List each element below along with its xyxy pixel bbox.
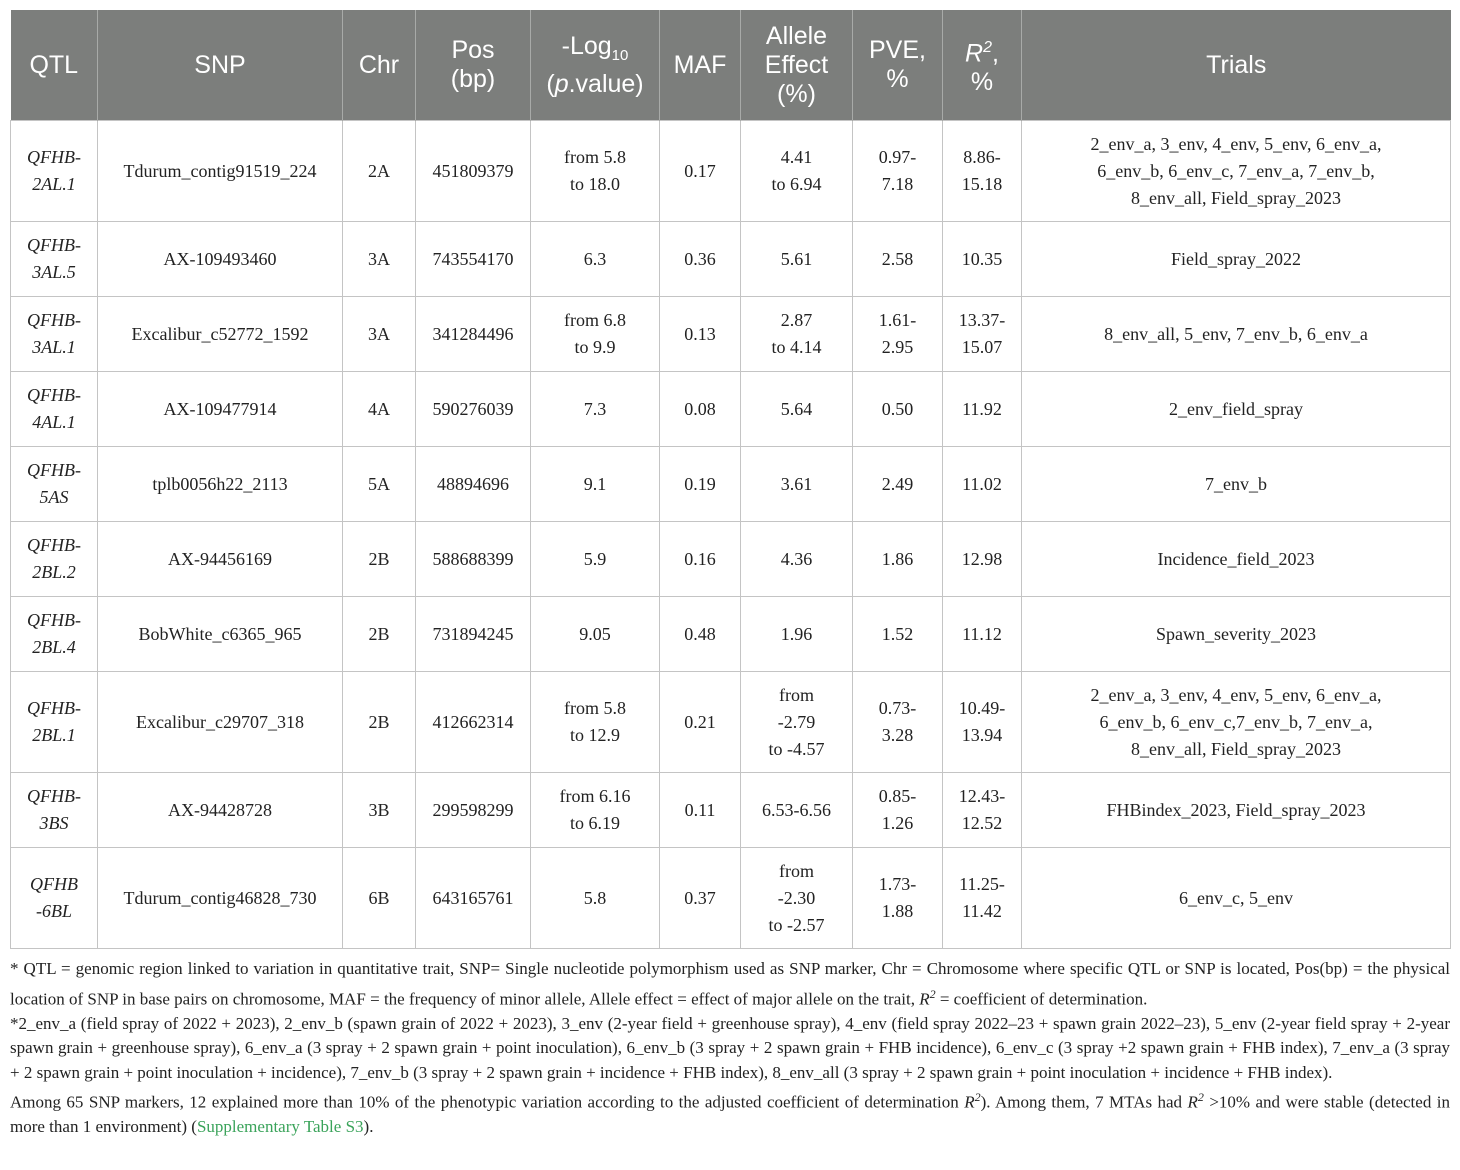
pos-cell: 643165761 [416,848,531,949]
footnote-summary-r2: R [1187,1092,1198,1112]
table-row [11,372,1451,447]
snp-cell: tplb0056h22_2113 [98,447,343,522]
r2-cell: 11.25- 11.42 [943,848,1022,949]
trials-cell: 7_env_b [1022,447,1451,522]
table-row [11,447,1451,522]
footnote-r-sup: 2 [929,986,936,1001]
pos-cell: 590276039 [416,372,531,447]
header-r2-r: R [965,39,984,68]
snp-cell: Excalibur_c52772_1592 [98,297,343,372]
allele-effect-cell: from -2.79 to -4.57 [741,672,853,773]
allele-effect-cell: 4.36 [741,522,853,597]
trials-cell: 2_env_field_spray [1022,372,1451,447]
pve-cell: 1.86 [853,522,943,597]
allele-effect-cell: 4.41 to 6.94 [741,121,853,222]
pos-cell: 299598299 [416,773,531,848]
r2-cell: 11.92 [943,372,1022,447]
footnote-summary-sup2: 2 [1197,1090,1204,1105]
r2-cell: 11.12 [943,597,1022,672]
footnote-summary-sup1: 2 [974,1090,981,1105]
allele-effect-cell: 1.96 [741,597,853,672]
header-r2-sup: 2 [983,38,992,56]
r2-cell: 13.37- 15.07 [943,297,1022,372]
r2-cell: 11.02 [943,447,1022,522]
table-body [11,121,1451,949]
trials-cell: 2_env_a, 3_env, 4_env, 5_env, 6_env_a, 6_env_b, 6_env_c, 7_env_a, 7_env_b, 8_env_all, Field_spray_2023 [1022,121,1451,222]
footnote-abbreviations-end: = coefficient of determination. [935,989,1148,1009]
chr-cell: 3A [343,222,416,297]
snp-cell: AX-109493460 [98,222,343,297]
qtl-table [10,10,1451,949]
log-p-cell: from 6.16 to 6.19 [531,773,660,848]
r2-cell: 12.98 [943,522,1022,597]
table-row [11,672,1451,773]
log-p-cell: 6.3 [531,222,660,297]
header-r2 [943,10,1022,121]
maf-cell: 0.37 [660,848,741,949]
header-maf: MAF [660,10,741,121]
header-chr: Chr [343,10,416,121]
table-row [11,522,1451,597]
header-log-sub: 10 [611,46,629,64]
maf-cell: 0.21 [660,672,741,773]
pos-cell: 341284496 [416,297,531,372]
header-pos-line1: Pos [451,36,495,64]
qtl-cell: QFHB- 2BL.4 [11,597,98,672]
qtl-cell: QFHB- 4AL.1 [11,372,98,447]
trials-cell: 8_env_all, 5_env, 7_env_b, 6_env_a [1022,297,1451,372]
header-r2-pct: % [970,68,994,97]
header-log-prefix: -Log [561,31,612,60]
header-qtl: QTL [11,10,98,121]
header-allele-effect: Allele Effect (%) [741,10,853,121]
pos-cell: 588688399 [416,522,531,597]
qtl-cell: QFHB- 2BL.1 [11,672,98,773]
footnote-summary [10,1085,1450,1140]
header-log-suffix: .value) [568,69,644,98]
footnotes [10,957,1450,1140]
snp-cell: AX-109477914 [98,372,343,447]
chr-cell: 4A [343,372,416,447]
chr-cell: 3B [343,773,416,848]
qtl-cell: QFHB- 5AS [11,447,98,522]
r2-cell: 8.86- 15.18 [943,121,1022,222]
trials-cell: Spawn_severity_2023 [1022,597,1451,672]
header-row [11,10,1451,121]
header-pve: PVE, % [853,10,943,121]
snp-cell: AX-94456169 [98,522,343,597]
table-row [11,222,1451,297]
snp-cell: Excalibur_c29707_318 [98,672,343,773]
pve-cell: 0.73- 3.28 [853,672,943,773]
footnote-summary-b: ). Among them, 7 MTAs had [980,1092,1188,1112]
pve-cell: 0.97- 7.18 [853,121,943,222]
pve-cell: 0.50 [853,372,943,447]
log-p-cell: from 5.8 to 18.0 [531,121,660,222]
pos-cell: 412662314 [416,672,531,773]
log-p-cell: 9.1 [531,447,660,522]
qtl-cell: QFHB- 3AL.5 [11,222,98,297]
header-log-p-var: p [554,69,569,98]
log-p-cell: from 6.8 to 9.9 [531,297,660,372]
allele-effect-cell: 5.61 [741,222,853,297]
pve-cell: 2.49 [853,447,943,522]
chr-cell: 2B [343,672,416,773]
trials-cell: Incidence_field_2023 [1022,522,1451,597]
table-row [11,121,1451,222]
maf-cell: 0.08 [660,372,741,447]
maf-cell: 0.19 [660,447,741,522]
snp-cell: Tdurum_contig91519_224 [98,121,343,222]
chr-cell: 2A [343,121,416,222]
pve-cell: 1.73- 1.88 [853,848,943,949]
chr-cell: 2B [343,522,416,597]
r2-cell: 10.35 [943,222,1022,297]
trials-cell: 6_env_c, 5_env [1022,848,1451,949]
log-p-cell: 5.9 [531,522,660,597]
snp-cell: Tdurum_contig46828_730 [98,848,343,949]
qtl-cell: QFHB -6BL [11,848,98,949]
table-row [11,597,1451,672]
log-p-cell: from 5.8 to 12.9 [531,672,660,773]
header-trials: Trials [1022,10,1451,121]
qtl-cell: QFHB- 3AL.1 [11,297,98,372]
snp-cell: AX-94428728 [98,773,343,848]
trials-cell: Field_spray_2022 [1022,222,1451,297]
trials-cell: 2_env_a, 3_env, 4_env, 5_env, 6_env_a, 6_env_b, 6_env_c,7_env_b, 7_env_a, 8_env_all, Field_spray_2023 [1022,672,1451,773]
trials-cell: FHBindex_2023, Field_spray_2023 [1022,773,1451,848]
snp-cell: BobWhite_c6365_965 [98,597,343,672]
qtl-cell: QFHB- 2AL.1 [11,121,98,222]
qtl-cell: QFHB- 2BL.2 [11,522,98,597]
chr-cell: 3A [343,297,416,372]
maf-cell: 0.16 [660,522,741,597]
footnote-r: R [919,989,930,1009]
footnote-summary-d: ). [363,1117,374,1137]
supplementary-table-link[interactable]: Supplementary Table S3 [196,1117,364,1137]
allele-effect-cell: 5.64 [741,372,853,447]
r2-cell: 12.43- 12.52 [943,773,1022,848]
pve-cell: 0.85- 1.26 [853,773,943,848]
allele-effect-cell: 6.53-6.56 [741,773,853,848]
chr-cell: 5A [343,447,416,522]
table-row [11,297,1451,372]
log-p-cell: 7.3 [531,372,660,447]
footnote-summary-r1: R [964,1092,975,1112]
footnote-abbreviations-text: * QTL = genomic region linked to variation in quantitative trait, SNP= Single nucleotide polymorphism used as SNP marker, Chr = Chromosome where specific QTL or SNP is located, Pos(bp) = the physical location of SNP in base pairs on chromosome, MAF = the frequency of minor allele, Allele effect = effect of major allele on the trait, [10,959,1450,1009]
log-p-cell: 5.8 [531,848,660,949]
pve-cell: 2.58 [853,222,943,297]
footnote-summary-c: >10% and were stable (detected in more than 1 environment) ( [10,1092,1450,1137]
footnote-summary-a: Among 65 SNP markers, 12 explained more than 10% of the phenotypic variation according to the adjusted coefficient of determination [10,1092,965,1112]
footnote-abbreviations [10,957,1450,1012]
allele-effect-cell: 3.61 [741,447,853,522]
maf-cell: 0.17 [660,121,741,222]
r2-cell: 10.49- 13.94 [943,672,1022,773]
table-row [11,848,1451,949]
table-row [11,773,1451,848]
header-pos [416,10,531,121]
allele-effect-cell: 2.87 to 4.14 [741,297,853,372]
header-pos-line2: (bp) [450,65,496,93]
chr-cell: 6B [343,848,416,949]
maf-cell: 0.11 [660,773,741,848]
header-log-p [531,10,660,121]
header-r2-suffix: , [992,39,999,68]
footnote-environments: *2_env_a (field spray of 2022 + 2023), 2_env_b (spawn grain of 2022 + 2023), 3_env (2-year field + greenhouse spray), 4_env (field spray 2022–23 + spawn grain 2022–23), 5_env (2-year field spray + 2-year spawn grain + greenhouse spray), 6_env_a (3 spray + 2 spawn grain + point inoculation), 6_env_b (3 spray + 2 spawn grain + FHB incidence), 6_env_c (3 spray +2 spawn grain + FHB index), 7_env_a (3 spray + 2 spawn grain + point inoculation + incidence), 7_env_b (3 spray + 2 spawn grain + incidence + FHB index), 8_env_all (3 spray + 2 spawn grain + point inoculation + incidence + FHB index). [10,1013,1450,1082]
qtl-cell: QFHB- 3BS [11,773,98,848]
pos-cell: 451809379 [416,121,531,222]
header-snp: SNP [98,10,343,121]
pos-cell: 731894245 [416,597,531,672]
log-p-cell: 9.05 [531,597,660,672]
pos-cell: 743554170 [416,222,531,297]
pos-cell: 48894696 [416,447,531,522]
maf-cell: 0.36 [660,222,741,297]
pve-cell: 1.61- 2.95 [853,297,943,372]
allele-effect-cell: from -2.30 to -2.57 [741,848,853,949]
chr-cell: 2B [343,597,416,672]
maf-cell: 0.48 [660,597,741,672]
pve-cell: 1.52 [853,597,943,672]
document [10,10,1450,1140]
header-log-open: ( [546,69,555,98]
maf-cell: 0.13 [660,297,741,372]
